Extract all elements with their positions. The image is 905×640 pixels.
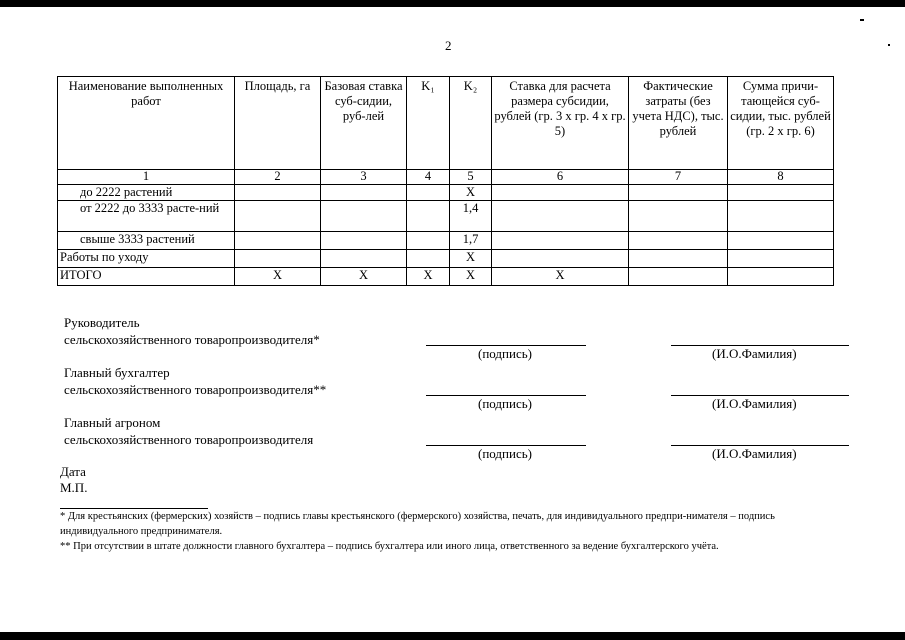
header-cell: Площадь, га	[235, 77, 321, 170]
name-caption: (И.О.Фамилия)	[712, 396, 797, 411]
header-cell: Наименование выполненных работ	[58, 77, 235, 170]
table-header-row	[58, 77, 834, 170]
table-cell	[321, 185, 407, 201]
table-cell	[321, 232, 407, 250]
table-cell	[235, 250, 321, 268]
table-row	[58, 201, 834, 232]
table-cell: X	[492, 268, 629, 286]
column-number: 8	[728, 170, 834, 185]
table-cell: X	[235, 268, 321, 286]
header-cell: Фактические затраты (без учета НДС), тыс. рублей	[629, 77, 728, 170]
footnote: * Для крестьянских (фермерских) хозяйств – подпись главы крестьянского (фермерского) хозяйства, печать, для индивидуального предпри-нимателя – подпись индивидуального предпринимателя.	[60, 511, 775, 537]
signature-title	[64, 364, 326, 398]
signature-role: Главный агроном	[64, 415, 161, 430]
page-number: 2	[445, 38, 452, 53]
stamp-label: М.П.	[60, 480, 88, 495]
subsidy-table	[57, 76, 834, 286]
column-number: 1	[58, 170, 235, 185]
table-cell	[235, 232, 321, 250]
signature-role: Главный бухгалтер	[64, 365, 170, 380]
table-cell	[407, 250, 450, 268]
scan-border-top	[0, 0, 905, 7]
table-row	[58, 232, 834, 250]
table-total-row	[58, 268, 834, 286]
signature-organization: сельскохозяйственного товаропроизводителя*	[64, 332, 320, 347]
column-number: 3	[321, 170, 407, 185]
signature-caption: (подпись)	[478, 346, 532, 361]
table-cell	[407, 201, 450, 232]
header-cell: Ставка для расчета размера субсидии, рублей (гр. 3 х гр. 4 х гр. 5)	[492, 77, 629, 170]
table-cell: X	[407, 268, 450, 286]
table-cell: 1,7	[450, 232, 492, 250]
column-number: 5	[450, 170, 492, 185]
signature-title	[64, 314, 320, 348]
row-label: до 2222 растений	[58, 185, 235, 201]
table-cell	[629, 268, 728, 286]
table-cell	[235, 185, 321, 201]
table-cell	[235, 201, 321, 232]
column-number: 2	[235, 170, 321, 185]
row-label: Работы по уходу	[58, 250, 235, 268]
table-cell	[629, 250, 728, 268]
signature-organization: сельскохозяйственного товаропроизводителя	[64, 432, 314, 447]
row-label: свыше 3333 растений	[58, 232, 235, 250]
table-cell	[492, 201, 629, 232]
row-label: от 2222 до 3333 расте-ний	[58, 201, 235, 232]
table-cell	[629, 185, 728, 201]
table-row	[58, 250, 834, 268]
header-cell: Сумма причи-тающейся суб-сидии, тыс. рублей (гр. 2 х гр. 6)	[728, 77, 834, 170]
column-number: 7	[629, 170, 728, 185]
table-cell	[492, 232, 629, 250]
name-caption: (И.О.Фамилия)	[712, 446, 797, 461]
signature-role: Руководитель	[64, 315, 140, 330]
signature-caption: (подпись)	[478, 446, 532, 461]
signature-caption: (подпись)	[478, 396, 532, 411]
signature-organization: сельскохозяйственного товаропроизводителя**	[64, 382, 327, 397]
header-cell: Базовая ставка суб-сидии, руб-лей	[321, 77, 407, 170]
header-cell: K₁	[407, 77, 450, 170]
table-cell: X	[321, 268, 407, 286]
table-cell	[629, 201, 728, 232]
table-cell	[728, 232, 834, 250]
column-number: 4	[407, 170, 450, 185]
date-label: Дата	[60, 464, 86, 479]
table-cell	[321, 201, 407, 232]
table-cell: X	[450, 250, 492, 268]
scan-speck	[860, 19, 864, 21]
scan-speck	[888, 44, 890, 46]
row-label: ИТОГО	[58, 268, 235, 286]
signature-title	[64, 414, 313, 448]
column-number: 6	[492, 170, 629, 185]
table-cell	[321, 250, 407, 268]
table-cell: X	[450, 268, 492, 286]
table-cell	[629, 232, 728, 250]
column-number-row	[58, 170, 834, 185]
table-row	[58, 185, 834, 201]
table-cell	[492, 250, 629, 268]
table-cell	[492, 185, 629, 201]
table-cell	[728, 201, 834, 232]
table-cell	[407, 185, 450, 201]
header-cell: K₂	[450, 77, 492, 170]
name-caption: (И.О.Фамилия)	[712, 346, 797, 361]
table-cell	[728, 250, 834, 268]
table-cell	[728, 185, 834, 201]
table-cell	[407, 232, 450, 250]
scan-border-bottom	[0, 632, 905, 640]
table-cell	[728, 268, 834, 286]
table-cell: X	[450, 185, 492, 201]
table-cell: 1,4	[450, 201, 492, 232]
footnote: ** При отсутствии в штате должности главного бухгалтера – подпись бухгалтера или иного лица, ответственного за ведение бухгалтерского учёта.	[60, 541, 719, 552]
